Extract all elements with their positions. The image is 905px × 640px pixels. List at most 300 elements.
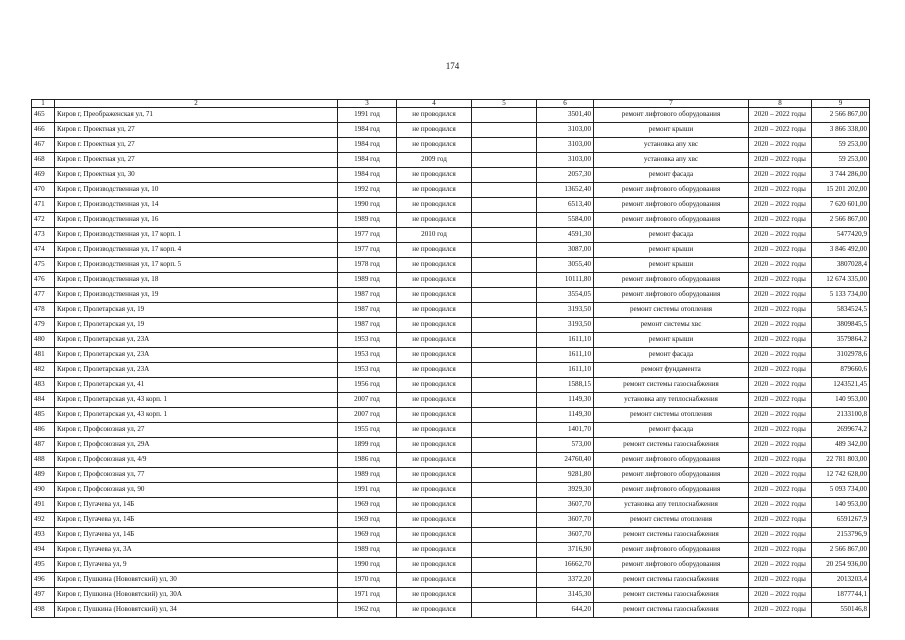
blank-cell bbox=[472, 588, 537, 603]
last-repair-cell: 2009 год bbox=[397, 153, 472, 168]
build-year-cell: 1987 год bbox=[338, 318, 397, 333]
cost-cell: 3 866 338,00 bbox=[812, 123, 870, 138]
row-number-cell: 491 bbox=[32, 498, 55, 513]
address-cell: Киров г, Пугачева ул, 9 bbox=[55, 558, 338, 573]
address-cell: Киров г, Пролетарская ул, 23А bbox=[55, 363, 338, 378]
blank-cell bbox=[472, 273, 537, 288]
address-cell: Киров г, Пугачева ул, 3А bbox=[55, 543, 338, 558]
last-repair-cell: не проводился bbox=[397, 198, 472, 213]
area-cell: 2057,30 bbox=[537, 168, 594, 183]
area-cell: 5584,00 bbox=[537, 213, 594, 228]
address-cell: Киров г, Профсоюзная ул, 4/9 bbox=[55, 453, 338, 468]
blank-cell bbox=[472, 558, 537, 573]
table-row bbox=[32, 258, 870, 273]
period-cell: 2020 – 2022 годы bbox=[749, 288, 812, 303]
cost-cell: 879660,6 bbox=[812, 363, 870, 378]
period-cell: 2020 – 2022 годы bbox=[749, 453, 812, 468]
cost-cell: 550146,8 bbox=[812, 603, 870, 618]
table-row bbox=[32, 303, 870, 318]
build-year-cell: 2007 год bbox=[338, 408, 397, 423]
cost-cell: 20 254 936,00 bbox=[812, 558, 870, 573]
row-number-cell: 477 bbox=[32, 288, 55, 303]
address-cell: Киров г, Производственная ул, 17 корп. 5 bbox=[55, 258, 338, 273]
area-cell: 3103,00 bbox=[537, 153, 594, 168]
last-repair-cell: не проводился bbox=[397, 393, 472, 408]
last-repair-cell: не проводился bbox=[397, 348, 472, 363]
blank-cell bbox=[472, 498, 537, 513]
blank-cell bbox=[472, 363, 537, 378]
build-year-cell: 1992 год bbox=[338, 183, 397, 198]
work-type-cell: установка апу хвс bbox=[594, 138, 749, 153]
build-year-cell: 1987 год bbox=[338, 288, 397, 303]
row-number-cell: 469 bbox=[32, 168, 55, 183]
period-cell: 2020 – 2022 годы bbox=[749, 168, 812, 183]
address-cell: Киров г, Производственная ул, 14 bbox=[55, 198, 338, 213]
build-year-cell: 1990 год bbox=[338, 558, 397, 573]
cost-cell: 3579864,2 bbox=[812, 333, 870, 348]
work-type-cell: ремонт системы газоснабжения bbox=[594, 603, 749, 618]
blank-cell bbox=[472, 123, 537, 138]
work-type-cell: ремонт лифтового оборудования bbox=[594, 288, 749, 303]
period-cell: 2020 – 2022 годы bbox=[749, 378, 812, 393]
table-row bbox=[32, 243, 870, 258]
work-type-cell: ремонт системы хвс bbox=[594, 318, 749, 333]
build-year-cell: 1899 год bbox=[338, 438, 397, 453]
area-cell: 1149,30 bbox=[537, 393, 594, 408]
period-cell: 2020 – 2022 годы bbox=[749, 198, 812, 213]
table-row bbox=[32, 468, 870, 483]
area-cell: 4591,30 bbox=[537, 228, 594, 243]
blank-cell bbox=[472, 108, 537, 123]
build-year-cell: 1987 год bbox=[338, 303, 397, 318]
table-row bbox=[32, 153, 870, 168]
row-number-cell: 467 bbox=[32, 138, 55, 153]
period-cell: 2020 – 2022 годы bbox=[749, 423, 812, 438]
row-number-cell: 481 bbox=[32, 348, 55, 363]
last-repair-cell: не проводился bbox=[397, 453, 472, 468]
page-number: 174 bbox=[445, 61, 460, 71]
area-cell: 3087,00 bbox=[537, 243, 594, 258]
cost-cell: 5477420,9 bbox=[812, 228, 870, 243]
table-row bbox=[32, 498, 870, 513]
blank-cell bbox=[472, 228, 537, 243]
area-cell: 13652,40 bbox=[537, 183, 594, 198]
address-cell: Киров г, Проектная ул, 30 bbox=[55, 168, 338, 183]
area-cell: 3145,30 bbox=[537, 588, 594, 603]
column-number: 3 bbox=[338, 100, 397, 108]
build-year-cell: 1953 год bbox=[338, 348, 397, 363]
blank-cell bbox=[472, 438, 537, 453]
build-year-cell: 1977 год bbox=[338, 243, 397, 258]
table-row bbox=[32, 168, 870, 183]
column-number: 6 bbox=[537, 100, 594, 108]
period-cell: 2020 – 2022 годы bbox=[749, 258, 812, 273]
blank-cell bbox=[472, 408, 537, 423]
area-cell: 1611,10 bbox=[537, 363, 594, 378]
build-year-cell: 2007 год bbox=[338, 393, 397, 408]
blank-cell bbox=[472, 213, 537, 228]
table-row bbox=[32, 213, 870, 228]
build-year-cell: 1977 год bbox=[338, 228, 397, 243]
address-cell: Киров г, Пугачева ул, 14Б bbox=[55, 528, 338, 543]
row-number-cell: 493 bbox=[32, 528, 55, 543]
column-number: 4 bbox=[397, 100, 472, 108]
period-cell: 2020 – 2022 годы bbox=[749, 603, 812, 618]
build-year-cell: 1990 год bbox=[338, 198, 397, 213]
table-row bbox=[32, 288, 870, 303]
work-type-cell: ремонт системы отопления bbox=[594, 408, 749, 423]
table-row bbox=[32, 483, 870, 498]
period-cell: 2020 – 2022 годы bbox=[749, 573, 812, 588]
blank-cell bbox=[472, 513, 537, 528]
table-row bbox=[32, 198, 870, 213]
work-type-cell: ремонт лифтового оборудования bbox=[594, 198, 749, 213]
table-row bbox=[32, 543, 870, 558]
blank-cell bbox=[472, 378, 537, 393]
cost-cell: 7 620 601,00 bbox=[812, 198, 870, 213]
row-number-cell: 485 bbox=[32, 408, 55, 423]
last-repair-cell: не проводился bbox=[397, 108, 472, 123]
last-repair-cell: 2010 год bbox=[397, 228, 472, 243]
period-cell: 2020 – 2022 годы bbox=[749, 588, 812, 603]
period-cell: 2020 – 2022 годы bbox=[749, 513, 812, 528]
period-cell: 2020 – 2022 годы bbox=[749, 438, 812, 453]
blank-cell bbox=[472, 348, 537, 363]
row-number-cell: 488 bbox=[32, 453, 55, 468]
work-type-cell: ремонт системы газоснабжения bbox=[594, 378, 749, 393]
blank-cell bbox=[472, 543, 537, 558]
last-repair-cell: не проводился bbox=[397, 498, 472, 513]
cost-cell: 3 846 492,00 bbox=[812, 243, 870, 258]
work-type-cell: ремонт лифтового оборудования bbox=[594, 543, 749, 558]
table-body bbox=[32, 100, 870, 618]
period-cell: 2020 – 2022 годы bbox=[749, 498, 812, 513]
last-repair-cell: не проводился bbox=[397, 318, 472, 333]
last-repair-cell: не проводился bbox=[397, 213, 472, 228]
period-cell: 2020 – 2022 годы bbox=[749, 558, 812, 573]
table-row bbox=[32, 273, 870, 288]
address-cell: Киров г. Проектная ул, 27 bbox=[55, 153, 338, 168]
cost-cell: 6591267,9 bbox=[812, 513, 870, 528]
address-cell: Киров г, Профсоюзная ул, 27 bbox=[55, 423, 338, 438]
table-row bbox=[32, 528, 870, 543]
build-year-cell: 1989 год bbox=[338, 468, 397, 483]
period-cell: 2020 – 2022 годы bbox=[749, 243, 812, 258]
work-type-cell: ремонт крыши bbox=[594, 333, 749, 348]
table-row bbox=[32, 138, 870, 153]
cost-cell: 12 742 628,00 bbox=[812, 468, 870, 483]
row-number-cell: 474 bbox=[32, 243, 55, 258]
build-year-cell: 1989 год bbox=[338, 273, 397, 288]
last-repair-cell: не проводился bbox=[397, 273, 472, 288]
build-year-cell: 1989 год bbox=[338, 213, 397, 228]
area-cell: 573,00 bbox=[537, 438, 594, 453]
column-number: 2 bbox=[55, 100, 338, 108]
row-number-cell: 465 bbox=[32, 108, 55, 123]
work-type-cell: ремонт фасада bbox=[594, 423, 749, 438]
period-cell: 2020 – 2022 годы bbox=[749, 483, 812, 498]
address-cell: Киров г, Производственная ул, 17 корп. 1 bbox=[55, 228, 338, 243]
blank-cell bbox=[472, 483, 537, 498]
work-type-cell: ремонт системы газоснабжения bbox=[594, 438, 749, 453]
build-year-cell: 1953 год bbox=[338, 333, 397, 348]
blank-cell bbox=[472, 198, 537, 213]
build-year-cell: 1991 год bbox=[338, 483, 397, 498]
column-number: 9 bbox=[812, 100, 870, 108]
build-year-cell: 1969 год bbox=[338, 513, 397, 528]
cost-cell: 489 342,00 bbox=[812, 438, 870, 453]
area-cell: 6513,40 bbox=[537, 198, 594, 213]
column-number: 8 bbox=[749, 100, 812, 108]
address-cell: Киров г, Пролетарская ул, 43 корп. 1 bbox=[55, 393, 338, 408]
cost-cell: 5 133 734,00 bbox=[812, 288, 870, 303]
area-cell: 3103,00 bbox=[537, 138, 594, 153]
last-repair-cell: не проводился bbox=[397, 258, 472, 273]
blank-cell bbox=[472, 258, 537, 273]
table-row bbox=[32, 603, 870, 618]
cost-cell: 2 566 867,00 bbox=[812, 108, 870, 123]
work-type-cell: ремонт фундамента bbox=[594, 363, 749, 378]
period-cell: 2020 – 2022 годы bbox=[749, 303, 812, 318]
work-type-cell: ремонт системы газоснабжения bbox=[594, 573, 749, 588]
row-number-cell: 478 bbox=[32, 303, 55, 318]
blank-cell bbox=[472, 468, 537, 483]
blank-cell bbox=[472, 183, 537, 198]
table-row bbox=[32, 318, 870, 333]
blank-cell bbox=[472, 153, 537, 168]
work-type-cell: ремонт крыши bbox=[594, 243, 749, 258]
cost-cell: 5 093 734,00 bbox=[812, 483, 870, 498]
cost-cell: 5834524,5 bbox=[812, 303, 870, 318]
last-repair-cell: не проводился bbox=[397, 423, 472, 438]
work-type-cell: ремонт лифтового оборудования bbox=[594, 453, 749, 468]
last-repair-cell: не проводился bbox=[397, 543, 472, 558]
area-cell: 3501,40 bbox=[537, 108, 594, 123]
row-number-cell: 490 bbox=[32, 483, 55, 498]
row-number-cell: 496 bbox=[32, 573, 55, 588]
period-cell: 2020 – 2022 годы bbox=[749, 273, 812, 288]
row-number-cell: 480 bbox=[32, 333, 55, 348]
row-number-cell: 486 bbox=[32, 423, 55, 438]
address-cell: Киров г, Пугачева ул, 14Б bbox=[55, 498, 338, 513]
table-row bbox=[32, 333, 870, 348]
address-cell: Киров г, Профсоюзная ул, 29А bbox=[55, 438, 338, 453]
cost-cell: 22 781 803,00 bbox=[812, 453, 870, 468]
area-cell: 3929,30 bbox=[537, 483, 594, 498]
cost-cell: 2013203,4 bbox=[812, 573, 870, 588]
last-repair-cell: не проводился bbox=[397, 558, 472, 573]
work-type-cell: установка апу хвс bbox=[594, 153, 749, 168]
row-number-cell: 498 bbox=[32, 603, 55, 618]
area-cell: 3103,00 bbox=[537, 123, 594, 138]
area-cell: 3193,50 bbox=[537, 318, 594, 333]
area-cell: 1401,70 bbox=[537, 423, 594, 438]
work-type-cell: ремонт системы отопления bbox=[594, 513, 749, 528]
address-cell: Киров г, Пролетарская ул, 23А bbox=[55, 348, 338, 363]
cost-cell: 2699674,2 bbox=[812, 423, 870, 438]
period-cell: 2020 – 2022 годы bbox=[749, 333, 812, 348]
table-row bbox=[32, 408, 870, 423]
column-number: 7 bbox=[594, 100, 749, 108]
period-cell: 2020 – 2022 годы bbox=[749, 468, 812, 483]
work-type-cell: ремонт лифтового оборудования bbox=[594, 468, 749, 483]
cost-cell: 12 674 335,00 bbox=[812, 273, 870, 288]
area-cell: 3193,50 bbox=[537, 303, 594, 318]
table-row bbox=[32, 123, 870, 138]
blank-cell bbox=[472, 138, 537, 153]
address-cell: Киров г, Производственная ул, 10 bbox=[55, 183, 338, 198]
address-cell: Киров г. Проектная ул, 27 bbox=[55, 123, 338, 138]
area-cell: 3607,70 bbox=[537, 498, 594, 513]
blank-cell bbox=[472, 318, 537, 333]
last-repair-cell: не проводился bbox=[397, 483, 472, 498]
build-year-cell: 1984 год bbox=[338, 153, 397, 168]
table-row bbox=[32, 378, 870, 393]
last-repair-cell: не проводился bbox=[397, 138, 472, 153]
period-cell: 2020 – 2022 годы bbox=[749, 393, 812, 408]
address-cell: Киров г, Профсоюзная ул, 77 bbox=[55, 468, 338, 483]
row-number-cell: 468 bbox=[32, 153, 55, 168]
work-type-cell: ремонт лифтового оборудования bbox=[594, 108, 749, 123]
row-number-cell: 476 bbox=[32, 273, 55, 288]
table-row bbox=[32, 348, 870, 363]
row-number-cell: 494 bbox=[32, 543, 55, 558]
last-repair-cell: не проводился bbox=[397, 303, 472, 318]
address-cell: Киров г, Пушкина (Нововятский) ул, 30 bbox=[55, 573, 338, 588]
area-cell: 10111,80 bbox=[537, 273, 594, 288]
cost-cell: 2153796,9 bbox=[812, 528, 870, 543]
blank-cell bbox=[472, 333, 537, 348]
address-cell: Киров г, Пролетарская ул, 19 bbox=[55, 318, 338, 333]
area-cell: 3607,70 bbox=[537, 528, 594, 543]
area-cell: 3607,70 bbox=[537, 513, 594, 528]
work-type-cell: ремонт фасада bbox=[594, 168, 749, 183]
cost-cell: 59 253,00 bbox=[812, 138, 870, 153]
blank-cell bbox=[472, 453, 537, 468]
address-cell: Киров г, Пугачева ул, 14Б bbox=[55, 513, 338, 528]
cost-cell: 59 253,00 bbox=[812, 153, 870, 168]
work-type-cell: ремонт системы газоснабжения bbox=[594, 528, 749, 543]
area-cell: 3554,05 bbox=[537, 288, 594, 303]
period-cell: 2020 – 2022 годы bbox=[749, 213, 812, 228]
column-number-row bbox=[32, 100, 870, 108]
blank-cell bbox=[472, 603, 537, 618]
cost-cell: 3807028,4 bbox=[812, 258, 870, 273]
build-year-cell: 1970 год bbox=[338, 573, 397, 588]
work-type-cell: ремонт лифтового оборудования bbox=[594, 558, 749, 573]
column-number: 5 bbox=[472, 100, 537, 108]
period-cell: 2020 – 2022 годы bbox=[749, 318, 812, 333]
area-cell: 24760,40 bbox=[537, 453, 594, 468]
column-number: 1 bbox=[32, 100, 55, 108]
cost-cell: 140 953,00 bbox=[812, 393, 870, 408]
cost-cell: 3809845,5 bbox=[812, 318, 870, 333]
row-number-cell: 495 bbox=[32, 558, 55, 573]
blank-cell bbox=[472, 573, 537, 588]
period-cell: 2020 – 2022 годы bbox=[749, 108, 812, 123]
cost-cell: 15 201 202,00 bbox=[812, 183, 870, 198]
table-row bbox=[32, 183, 870, 198]
address-cell: Киров г, Преображенская ул, 71 bbox=[55, 108, 338, 123]
work-type-cell: установка апу теплоснабжения bbox=[594, 393, 749, 408]
row-number-cell: 497 bbox=[32, 588, 55, 603]
address-cell: Киров г, Производственная ул, 19 bbox=[55, 288, 338, 303]
build-year-cell: 1984 год bbox=[338, 168, 397, 183]
area-cell: 16662,70 bbox=[537, 558, 594, 573]
blank-cell bbox=[472, 423, 537, 438]
last-repair-cell: не проводился bbox=[397, 573, 472, 588]
last-repair-cell: не проводился bbox=[397, 603, 472, 618]
cost-cell: 2 566 867,00 bbox=[812, 543, 870, 558]
table-row bbox=[32, 588, 870, 603]
table-row bbox=[32, 423, 870, 438]
work-type-cell: ремонт крыши bbox=[594, 123, 749, 138]
build-year-cell: 1955 год bbox=[338, 423, 397, 438]
work-type-cell: установка апу теплоснабжения bbox=[594, 498, 749, 513]
address-cell: Киров г, Пролетарская ул, 43 корп. 1 bbox=[55, 408, 338, 423]
address-cell: Киров г, Пролетарская ул, 23А bbox=[55, 333, 338, 348]
address-cell: Киров г, Производственная ул, 18 bbox=[55, 273, 338, 288]
blank-cell bbox=[472, 393, 537, 408]
work-type-cell: ремонт фасада bbox=[594, 228, 749, 243]
row-number-cell: 483 bbox=[32, 378, 55, 393]
last-repair-cell: не проводился bbox=[397, 288, 472, 303]
last-repair-cell: не проводился bbox=[397, 363, 472, 378]
last-repair-cell: не проводился bbox=[397, 513, 472, 528]
address-cell: Киров г, Производственная ул, 16 bbox=[55, 213, 338, 228]
cost-cell: 3 744 286,00 bbox=[812, 168, 870, 183]
blank-cell bbox=[472, 168, 537, 183]
build-year-cell: 1991 год bbox=[338, 108, 397, 123]
blank-cell bbox=[472, 243, 537, 258]
row-number-cell: 471 bbox=[32, 198, 55, 213]
table-row bbox=[32, 558, 870, 573]
row-number-cell: 466 bbox=[32, 123, 55, 138]
work-type-cell: ремонт лифтового оборудования bbox=[594, 213, 749, 228]
table-row bbox=[32, 513, 870, 528]
area-cell: 3716,90 bbox=[537, 543, 594, 558]
cost-cell: 2 566 867,00 bbox=[812, 213, 870, 228]
blank-cell bbox=[472, 528, 537, 543]
area-cell: 1611,10 bbox=[537, 333, 594, 348]
build-year-cell: 1984 год bbox=[338, 123, 397, 138]
work-type-cell: ремонт системы газоснабжения bbox=[594, 588, 749, 603]
table-row bbox=[32, 438, 870, 453]
last-repair-cell: не проводился bbox=[397, 168, 472, 183]
last-repair-cell: не проводился bbox=[397, 408, 472, 423]
row-number-cell: 479 bbox=[32, 318, 55, 333]
period-cell: 2020 – 2022 годы bbox=[749, 363, 812, 378]
build-year-cell: 1978 год bbox=[338, 258, 397, 273]
area-cell: 644,20 bbox=[537, 603, 594, 618]
work-type-cell: ремонт лифтового оборудования bbox=[594, 483, 749, 498]
cost-cell: 1243521,45 bbox=[812, 378, 870, 393]
address-cell: Киров г, Пушкина (Нововятский) ул, 34 bbox=[55, 603, 338, 618]
row-number-cell: 492 bbox=[32, 513, 55, 528]
period-cell: 2020 – 2022 годы bbox=[749, 408, 812, 423]
work-type-cell: ремонт системы отопления bbox=[594, 303, 749, 318]
period-cell: 2020 – 2022 годы bbox=[749, 123, 812, 138]
work-type-cell: ремонт крыши bbox=[594, 258, 749, 273]
last-repair-cell: не проводился bbox=[397, 243, 472, 258]
work-type-cell: ремонт лифтового оборудования bbox=[594, 273, 749, 288]
row-number-cell: 475 bbox=[32, 258, 55, 273]
cost-cell: 140 953,00 bbox=[812, 498, 870, 513]
table-row bbox=[32, 108, 870, 123]
build-year-cell: 1989 год bbox=[338, 543, 397, 558]
build-year-cell: 1986 год bbox=[338, 453, 397, 468]
period-cell: 2020 – 2022 годы bbox=[749, 528, 812, 543]
